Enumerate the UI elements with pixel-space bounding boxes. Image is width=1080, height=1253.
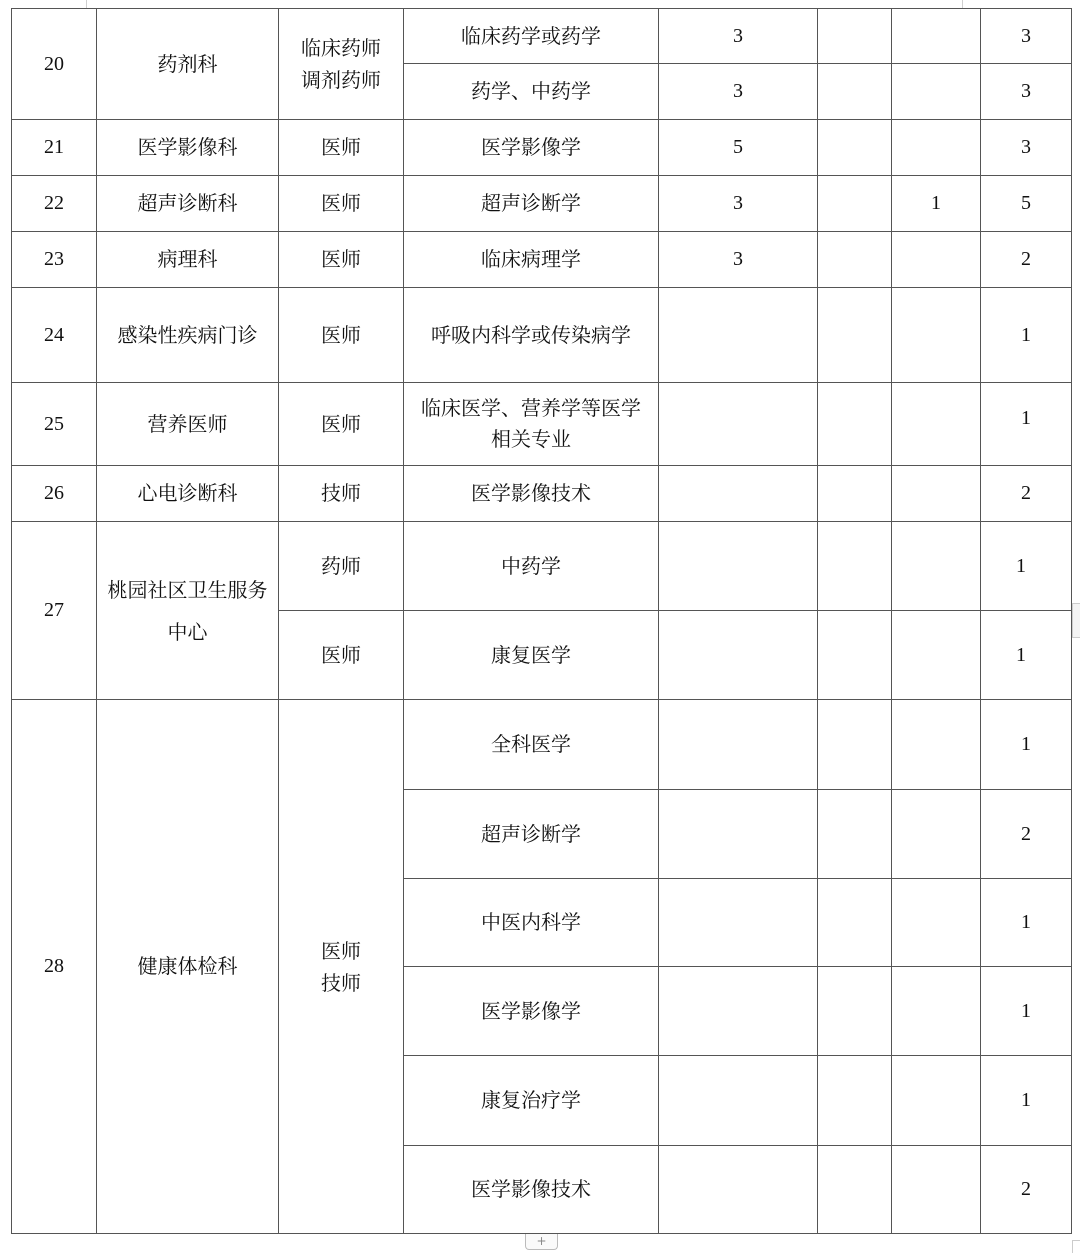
count-cell (659, 879, 818, 967)
table-row (12, 176, 1072, 232)
post-cell: 药师 (279, 522, 404, 611)
total-cell: 3 (981, 64, 1072, 120)
recruitment-table (11, 8, 1072, 1234)
row-number: 23 (12, 232, 97, 288)
count-cell (659, 700, 818, 790)
major-cell: 医学影像技术 (404, 466, 659, 522)
count-cell (818, 1056, 892, 1146)
total-cell: 1 (981, 522, 1072, 611)
row-number: 21 (12, 120, 97, 176)
table-row (12, 700, 1072, 790)
major-cell: 医学影像技术 (404, 1146, 659, 1234)
total-cell: 1 (981, 879, 1072, 967)
count-cell (818, 967, 892, 1056)
table-row (12, 9, 1072, 64)
table-row (12, 288, 1072, 383)
count-cell: 3 (659, 64, 818, 120)
count-cell (659, 611, 818, 700)
count-cell (892, 790, 981, 879)
major-cell: 临床药学或药学 (404, 9, 659, 64)
count-cell (892, 700, 981, 790)
department-cell: 感染性疾病门诊 (97, 288, 279, 383)
count-cell: 3 (659, 9, 818, 64)
row-number: 26 (12, 466, 97, 522)
add-row-button[interactable]: + (525, 1234, 558, 1250)
post-cell: 医师 (279, 611, 404, 700)
count-cell (892, 522, 981, 611)
major-cell: 呼吸内科学或传染病学 (404, 288, 659, 383)
department-cell: 医学影像科 (97, 120, 279, 176)
major-cell: 临床病理学 (404, 232, 659, 288)
major-cell: 医学影像学 (404, 967, 659, 1056)
row-number: 25 (12, 383, 97, 466)
total-cell: 1 (981, 288, 1072, 383)
department-cell: 桃园社区卫生服务中心 (97, 522, 279, 700)
count-cell: 3 (659, 232, 818, 288)
count-cell (818, 1146, 892, 1234)
major-cell: 全科医学 (404, 700, 659, 790)
major-cell: 超声诊断学 (404, 176, 659, 232)
count-cell (892, 1146, 981, 1234)
count-cell (892, 967, 981, 1056)
count-cell (892, 9, 981, 64)
row-number: 28 (12, 700, 97, 1234)
table-row (12, 120, 1072, 176)
major-cell: 中药学 (404, 522, 659, 611)
department-cell: 药剂科 (97, 9, 279, 120)
total-cell: 1 (981, 383, 1072, 466)
count-cell (892, 1056, 981, 1146)
post-cell (279, 9, 404, 120)
post-line: 技师 (321, 970, 361, 995)
count-cell (818, 522, 892, 611)
count-cell (818, 466, 892, 522)
post-cell: 医师 (279, 288, 404, 383)
count-cell (659, 1146, 818, 1234)
total-cell: 1 (981, 700, 1072, 790)
count-cell (818, 879, 892, 967)
table-row (12, 522, 1072, 611)
post-line: 医师 (321, 938, 361, 963)
total-cell: 3 (981, 120, 1072, 176)
count-cell (818, 700, 892, 790)
post-line: 临床药师 (301, 36, 381, 60)
count-cell (818, 120, 892, 176)
count-cell (818, 9, 892, 64)
count-cell (659, 383, 818, 466)
row-number: 22 (12, 176, 97, 232)
total-cell: 2 (981, 466, 1072, 522)
major-cell: 康复治疗学 (404, 1056, 659, 1146)
count-cell (818, 232, 892, 288)
count-cell (892, 879, 981, 967)
count-cell (892, 120, 981, 176)
page-corner-mark-left (86, 0, 87, 8)
count-cell (818, 64, 892, 120)
count-cell (818, 790, 892, 879)
total-cell: 1 (981, 1056, 1072, 1146)
count-cell (659, 1056, 818, 1146)
total-cell: 5 (981, 176, 1072, 232)
total-cell: 1 (981, 967, 1072, 1056)
post-cell: 医师 (279, 120, 404, 176)
count-cell (892, 383, 981, 466)
row-number: 20 (12, 9, 97, 120)
count-cell (892, 288, 981, 383)
count-cell: 5 (659, 120, 818, 176)
count-cell (818, 288, 892, 383)
department-cell: 病理科 (97, 232, 279, 288)
major-cell: 中医内科学 (404, 879, 659, 967)
major-cell: 康复医学 (404, 611, 659, 700)
department-cell: 健康体检科 (97, 700, 279, 1234)
count-cell (818, 176, 892, 232)
page-corner-mark-right (962, 0, 963, 8)
table-side-handle[interactable] (1072, 603, 1080, 638)
table-row (12, 232, 1072, 288)
total-cell: 2 (981, 1146, 1072, 1234)
count-cell (659, 288, 818, 383)
row-number: 24 (12, 288, 97, 383)
count-cell (659, 522, 818, 611)
table-resize-handle[interactable] (1072, 1240, 1080, 1253)
post-cell: 医师 (279, 383, 404, 466)
major-cell: 超声诊断学 (404, 790, 659, 879)
table-row (12, 383, 1072, 466)
count-cell (818, 383, 892, 466)
post-line: 调剂药师 (301, 68, 381, 92)
post-cell: 医师 (279, 232, 404, 288)
count-cell (659, 790, 818, 879)
post-cell: 技师 (279, 466, 404, 522)
count-cell: 1 (892, 176, 981, 232)
count-cell (892, 232, 981, 288)
row-number: 27 (12, 522, 97, 700)
count-cell (892, 64, 981, 120)
department-cell: 营养医师 (97, 383, 279, 466)
major-cell: 医学影像学 (404, 120, 659, 176)
major-cell: 临床医学、营养学等医学相关专业 (404, 383, 659, 466)
count-cell (892, 611, 981, 700)
count-cell (659, 466, 818, 522)
total-cell: 3 (981, 9, 1072, 64)
department-cell: 心电诊断科 (97, 466, 279, 522)
major-cell: 药学、中药学 (404, 64, 659, 120)
count-cell: 3 (659, 176, 818, 232)
count-cell (659, 967, 818, 1056)
count-cell (818, 611, 892, 700)
table-row (12, 466, 1072, 522)
total-cell: 2 (981, 790, 1072, 879)
department-cell: 超声诊断科 (97, 176, 279, 232)
post-cell (279, 700, 404, 1234)
post-cell: 医师 (279, 176, 404, 232)
total-cell: 1 (981, 611, 1072, 700)
count-cell (892, 466, 981, 522)
total-cell: 2 (981, 232, 1072, 288)
